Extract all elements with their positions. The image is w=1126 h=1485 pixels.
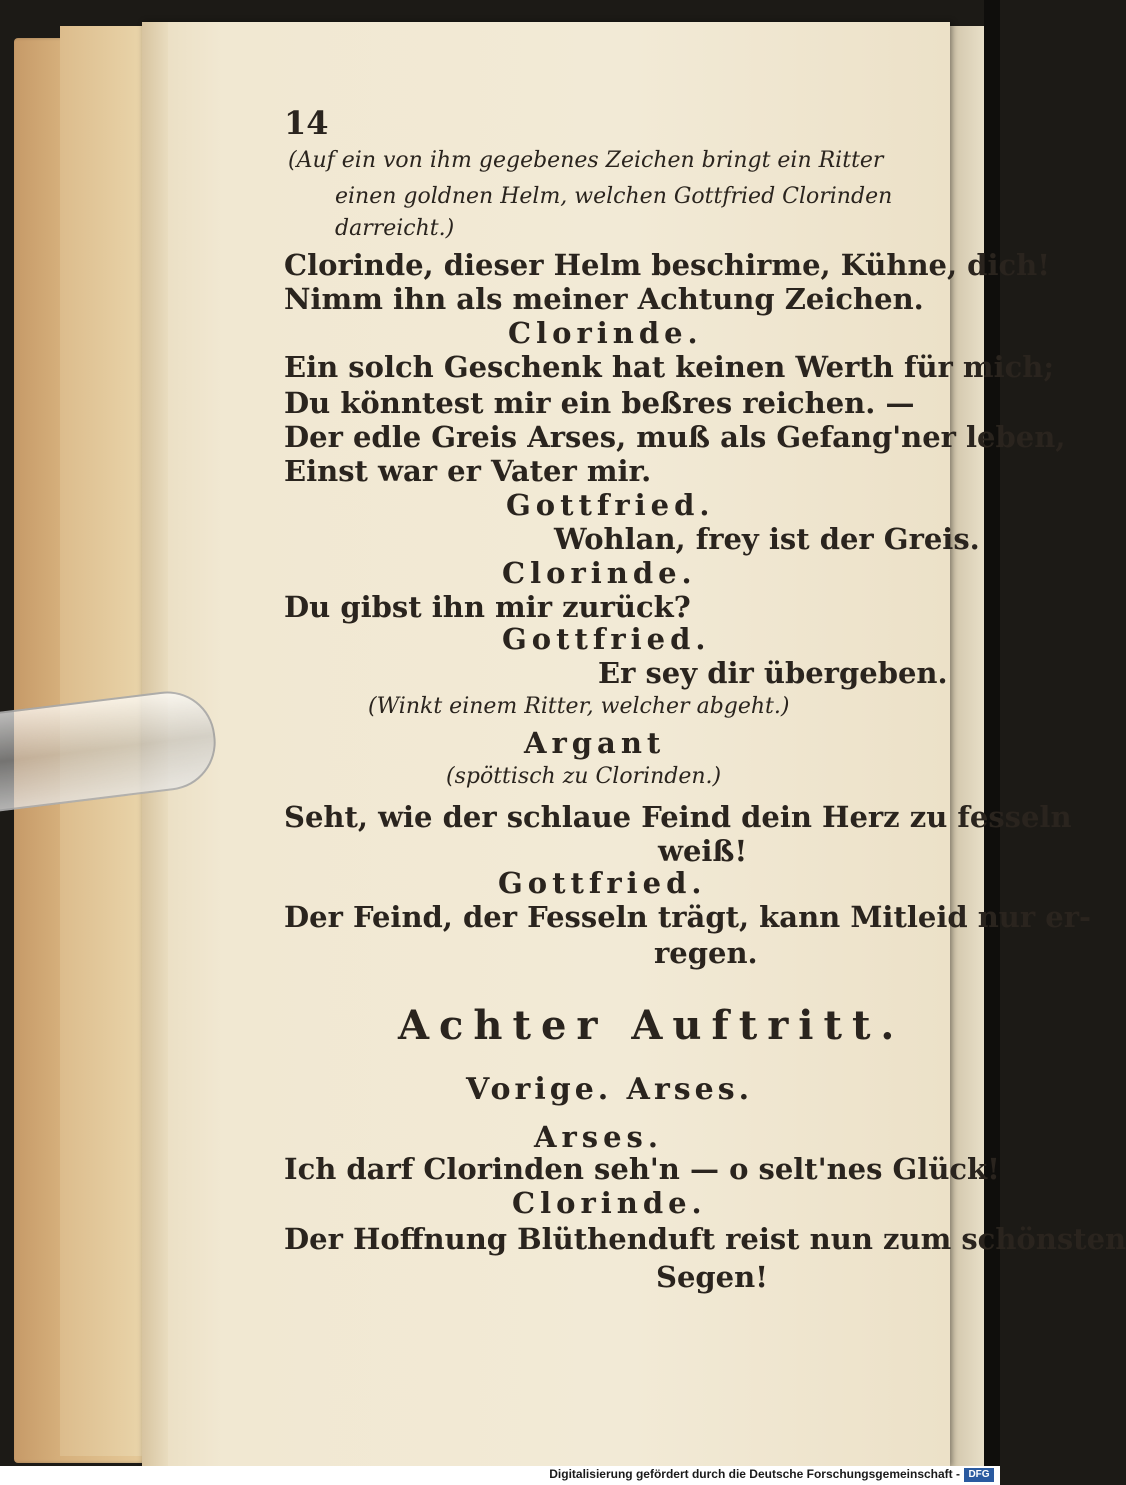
scene-heading: Achter Auftritt. xyxy=(398,1002,905,1049)
speaker-name: Argant xyxy=(524,726,666,760)
scan-background xyxy=(984,0,1000,1485)
verse-line: Nimm ihn als meiner Achtung Zeichen. xyxy=(284,282,924,316)
stage-direction: (Auf ein von ihm gegebenes Zeichen bringt ein Ritter xyxy=(288,148,884,173)
stage-direction: einen goldnen Helm, welchen Gottfried Clorinden xyxy=(335,184,893,209)
verse-line: Der Hoffnung Blüthenduft reist nun zum schönsten xyxy=(284,1222,1126,1256)
verse-line: weiß! xyxy=(658,834,748,868)
verse-line: Segen! xyxy=(656,1260,768,1294)
verse-line: regen. xyxy=(654,936,758,970)
speaker-name: Clorinde. xyxy=(512,1186,707,1220)
dfg-logo: DFG xyxy=(964,1468,994,1482)
stage-direction: (spöttisch zu Clorinden.) xyxy=(446,764,722,789)
verse-line: Wohlan, frey ist der Greis. xyxy=(554,522,980,556)
verse-line: Er sey dir übergeben. xyxy=(598,656,948,690)
verse-line: Einst war er Vater mir. xyxy=(284,454,652,488)
verse-line: Ein solch Geschenk hat keinen Werth für mich; xyxy=(284,350,1055,384)
speaker-name: Gottfried. xyxy=(506,488,715,522)
verse-line: Clorinde, dieser Helm beschirme, Kühne, dich! xyxy=(284,248,1050,282)
speaker-name: Clorinde. xyxy=(508,316,703,350)
verse-line: Du gibst ihn mir zurück? xyxy=(284,590,691,624)
speaker-name: Arses. xyxy=(534,1120,663,1154)
verse-line: Der edle Greis Arses, muß als Gefang'ner leben, xyxy=(284,420,1066,454)
scene-persons: Vorige. Arses. xyxy=(466,1072,754,1107)
verse-line: Ich darf Clorinden seh'n — o selt'nes Glück! xyxy=(284,1152,1000,1186)
verse-line: Du könntest mir ein beßres reichen. — xyxy=(284,386,915,420)
footer-credit: Digitalisierung gefördert durch die Deutsche Forschungsgemeinschaft - xyxy=(549,1467,960,1481)
stage-direction: darreicht.) xyxy=(335,216,455,241)
speaker-name: Gottfried. xyxy=(498,866,707,900)
speaker-name: Clorinde. xyxy=(502,556,697,590)
page-number: 14 xyxy=(284,104,329,142)
speaker-name: Gottfried. xyxy=(502,622,711,656)
verse-line: Seht, wie der schlaue Feind dein Herz zu fesseln xyxy=(284,800,1072,834)
verse-line: Der Feind, der Fesseln trägt, kann Mitleid nur er- xyxy=(284,900,1092,934)
stage-direction: (Winkt einem Ritter, welcher abgeht.) xyxy=(368,694,790,719)
